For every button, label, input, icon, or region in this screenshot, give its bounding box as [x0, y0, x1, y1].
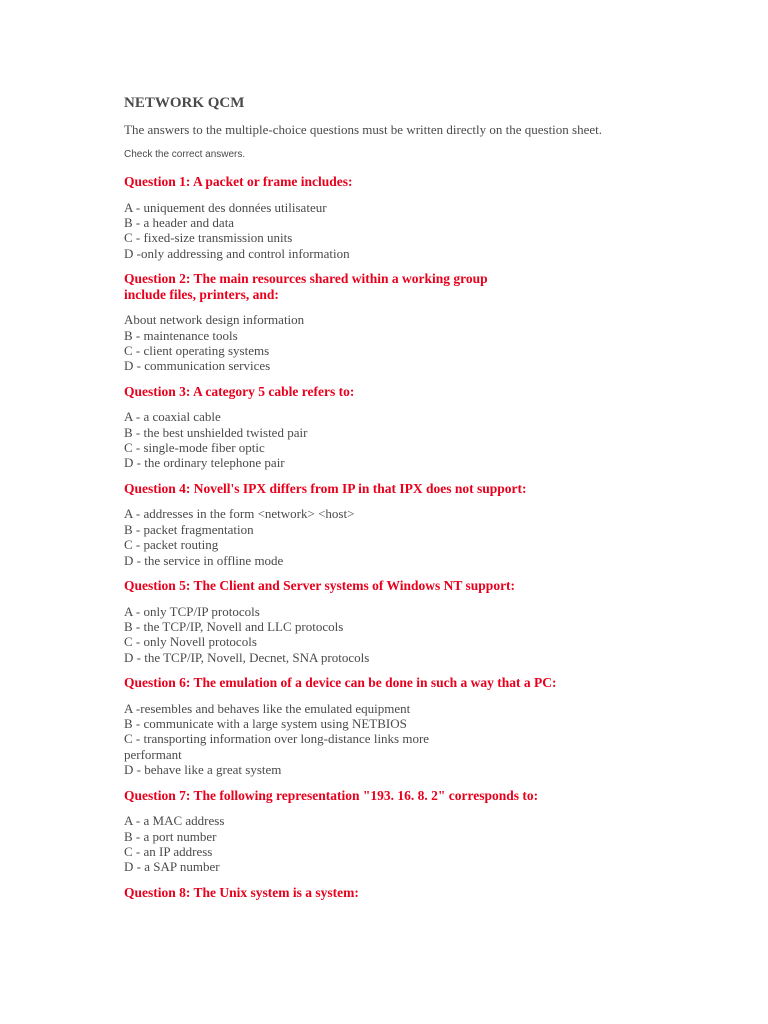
- question-block: [124, 384, 724, 471]
- answer-option[interactable]: A - only TCP/IP protocols: [124, 603, 260, 619]
- answer-option[interactable]: A - a coaxial cable: [124, 409, 221, 425]
- answer-option[interactable]: B - communicate with a large system using NETBIOS: [124, 716, 407, 732]
- answer-options: [124, 813, 724, 875]
- answer-option[interactable]: B - the TCP/IP, Novell and LLC protocols: [124, 618, 344, 634]
- question-block: [124, 885, 724, 901]
- answer-option[interactable]: B - packet fragmentation: [124, 521, 254, 537]
- question-title-line: Question 5: The Client and Server systems of Windows NT support:: [124, 578, 516, 593]
- question-title-line: Question 7: The following representation "193. 16. 8. 2" corresponds to:: [124, 787, 539, 803]
- answer-option[interactable]: A - addresses in the form <network> <host>: [124, 506, 355, 522]
- answer-option[interactable]: D - the ordinary telephone pair: [124, 455, 285, 471]
- document-page: [124, 94, 724, 910]
- answer-option[interactable]: performant: [124, 746, 182, 762]
- question-title: [124, 481, 724, 497]
- answer-option[interactable]: D - a SAP number: [124, 859, 220, 875]
- answer-option[interactable]: C - client operating systems: [124, 342, 270, 358]
- answer-option[interactable]: C - packet routing: [124, 537, 219, 553]
- question-title-line: Question 3: A category 5 cable refers to:: [124, 383, 355, 399]
- question-title-line: Question 8: The Unix system is a system:: [124, 884, 359, 900]
- answer-option[interactable]: B - the best unshielded twisted pair: [124, 424, 308, 440]
- question-block: [124, 675, 724, 778]
- answer-option[interactable]: B - maintenance tools: [124, 327, 238, 343]
- question-block: [124, 481, 724, 568]
- page-title: NETWORK QCM: [124, 95, 245, 111]
- answer-option[interactable]: C - single-mode fiber optic: [124, 440, 265, 456]
- answer-option[interactable]: A - a MAC address: [124, 813, 225, 829]
- answer-options: [124, 506, 724, 568]
- answer-option[interactable]: C - fixed-size transmission units: [124, 230, 293, 246]
- question-title: [124, 578, 724, 594]
- answer-option[interactable]: D - the service in offline mode: [124, 552, 284, 568]
- answer-option[interactable]: C - transporting information over long-distance links more: [124, 731, 430, 747]
- question-block: [124, 271, 724, 374]
- answer-option[interactable]: D - behave like a great system: [124, 762, 282, 778]
- question-block: [124, 788, 724, 875]
- answer-option[interactable]: D - the TCP/IP, Novell, Decnet, SNA protocols: [124, 649, 370, 665]
- answer-option[interactable]: C - only Novell protocols: [124, 634, 257, 650]
- answer-options: [124, 312, 724, 374]
- answer-option[interactable]: D - communication services: [124, 358, 271, 374]
- intro-text: The answers to the multiple-choice questions must be written directly on the question sheet.: [124, 122, 602, 137]
- question-title-line: Question 4: Novell's IPX differs from IP in that IPX does not support:: [124, 480, 527, 496]
- answer-options: [124, 200, 724, 262]
- answer-option[interactable]: About network design information: [124, 312, 305, 328]
- question-title: [124, 384, 724, 400]
- answer-option[interactable]: C - an IP address: [124, 843, 213, 859]
- question-block: [124, 174, 724, 261]
- check-note: Check the correct answers.: [124, 149, 246, 160]
- question-title: [124, 885, 724, 901]
- question-block: [124, 578, 724, 665]
- question-title: [124, 174, 724, 190]
- question-title: [124, 788, 724, 804]
- answer-options: [124, 604, 724, 666]
- answer-option[interactable]: B - a port number: [124, 828, 217, 844]
- question-title-line: include files, printers, and:: [124, 286, 279, 302]
- question-title-line: Question 2: The main resources shared within a working group: [124, 271, 488, 287]
- question-title: [124, 271, 724, 302]
- question-title: [124, 675, 724, 691]
- questions-list: [124, 174, 724, 900]
- answer-options: [124, 701, 724, 778]
- question-title-line: Question 6: The emulation of a device can be done in such a way that a PC:: [124, 675, 557, 691]
- answer-option[interactable]: A -resembles and behaves like the emulated equipment: [124, 700, 411, 716]
- answer-options: [124, 409, 724, 471]
- answer-option[interactable]: B - a header and data: [124, 214, 235, 230]
- answer-option[interactable]: A - uniquement des données utilisateur: [124, 199, 327, 215]
- answer-option[interactable]: D -only addressing and control information: [124, 245, 350, 261]
- question-title-line: Question 1: A packet or frame includes:: [124, 174, 353, 189]
